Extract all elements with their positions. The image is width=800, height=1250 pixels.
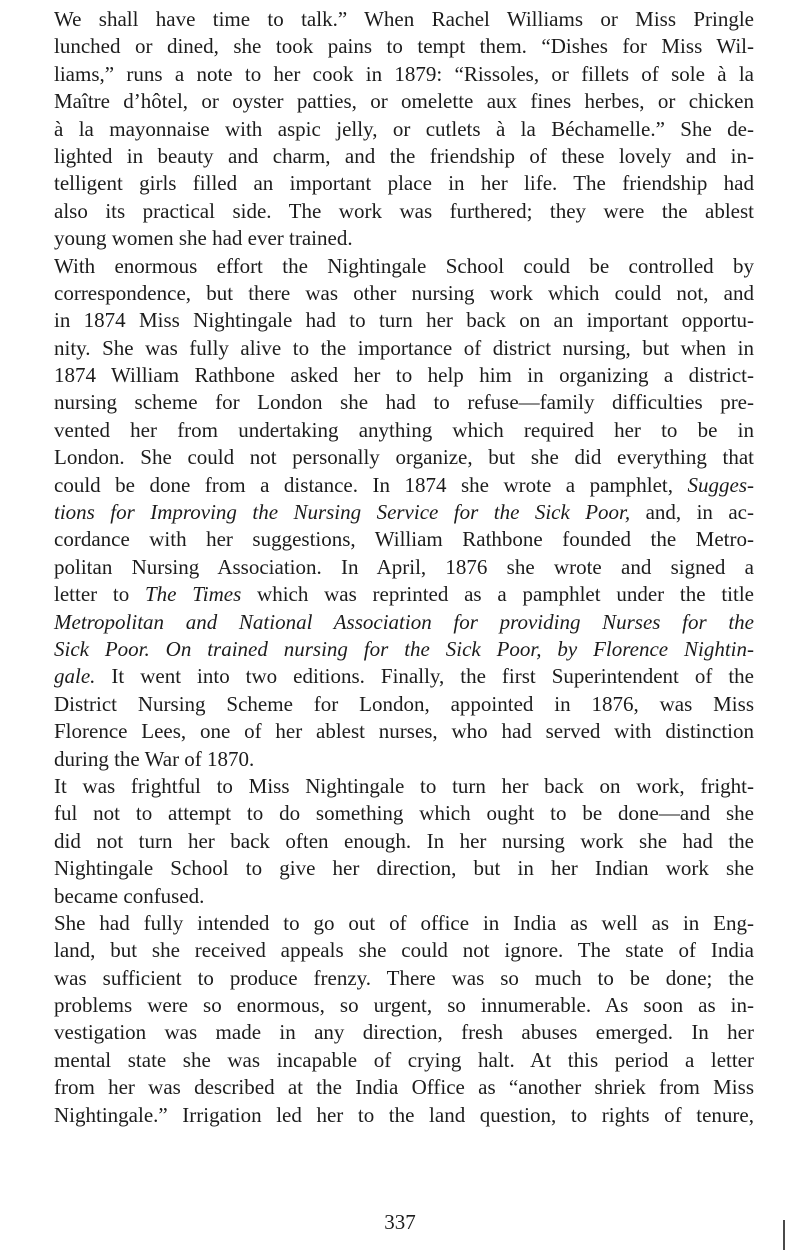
text-line: Nightingale.” Irrigation led her to the land question, to rights of tenure, xyxy=(54,1102,754,1127)
text-run: which was reprinted as a pamphlet under the title xyxy=(257,582,754,607)
text-line: District Nursing Scheme for London, appointed in 1876, was Miss xyxy=(54,691,754,716)
italic-title: gale. xyxy=(54,664,96,689)
text-run: could be done from a distance. In 1874 she wrote a pamphlet, xyxy=(54,472,673,497)
text-line: young women she had ever trained. xyxy=(54,226,353,251)
text-line: lighted in beauty and charm, and the friendship of these lovely and in- xyxy=(54,143,754,168)
text-line: became confused. xyxy=(54,883,205,908)
text-line: With enormous effort the Nightingale School could be controlled by xyxy=(54,253,754,278)
text-line: also its practical side. The work was furthered; they were the ablest xyxy=(54,198,754,223)
italic-title: Metropolitan and National Association for providing Nurses for the xyxy=(54,609,754,634)
page-number: 337 xyxy=(384,1210,416,1234)
text-line: London. She could not personally organize, but she did everything that xyxy=(54,445,754,470)
text-line: Maître d’hôtel, or oyster patties, or omelette aux fines herbes, or chicken xyxy=(54,89,754,114)
text-line: during the War of 1870. xyxy=(54,746,255,771)
text-line: She had fully intended to go out of office in India as well as in Eng- xyxy=(54,910,754,935)
text-line: telligent girls filled an important place in her life. The friendship had xyxy=(54,171,754,196)
text-run: It went into two editions. Finally, the first Superintendent of the xyxy=(111,664,755,689)
text-line: politan Nursing Association. In April, 1876 she wrote and signed a xyxy=(54,554,754,579)
text-line xyxy=(54,663,754,690)
text-line: It was frightful to Miss Nightingale to turn her back on work, fright- xyxy=(54,773,754,798)
italic-title: Sick Poor. On trained nursing for the Sick Poor, by Florence Nightin- xyxy=(54,636,754,661)
text-line xyxy=(54,609,754,636)
text-line: land, but she received appeals she could not ignore. The state of India xyxy=(54,938,754,963)
text-line: Florence Lees, one of her ablest nurses, who had served with distinction xyxy=(54,719,754,744)
text-line: 1874 William Rathbone asked her to help him in organizing a district- xyxy=(54,363,754,388)
text-line: We shall have time to talk.” When Rachel Williams or Miss Pringle xyxy=(54,7,754,31)
text-line: lunched or dined, she took pains to tempt them. “Dishes for Miss Wil- xyxy=(54,34,754,59)
text-line: nursing scheme for London she had to refuse—family difficulties pre- xyxy=(54,390,754,415)
body-text xyxy=(54,6,754,1129)
text-line: cordance with her suggestions, William Rathbone founded the Metro- xyxy=(54,527,754,552)
italic-title: Sugges- xyxy=(687,472,754,497)
text-run: and, in ac- xyxy=(645,500,755,525)
text-line: liams,” runs a note to her cook in 1879: “Rissoles, or fillets of sole à la xyxy=(54,61,754,86)
text-line: correspondence, but there was other nursing work which could not, and xyxy=(54,280,754,305)
text-line: was sufficient to produce frenzy. There was so much to be done; the xyxy=(54,965,754,990)
text-line: Nightingale School to give her direction, but in her Indian work she xyxy=(54,856,754,881)
italic-title: tions for Improving the Nursing Service for the Sick Poor, xyxy=(54,500,631,525)
italic-title: The Times xyxy=(145,582,242,607)
text-line: à la mayonnaise with aspic jelly, or cutlets à la Béchamelle.” She de- xyxy=(54,116,754,141)
text-line: vented her from undertaking anything which required her to be in xyxy=(54,417,754,442)
text-line: problems were so enormous, so urgent, so innumerable. As soon as in- xyxy=(54,993,754,1018)
text-line: ful not to attempt to do something which ought to be done—and she xyxy=(54,801,754,826)
text-line: vestigation was made in any direction, fresh abuses emerged. In her xyxy=(54,1020,754,1045)
text-run: letter to xyxy=(54,582,130,607)
text-line xyxy=(54,636,754,663)
page-edge-mark xyxy=(783,1220,785,1250)
text-line xyxy=(54,472,754,499)
text-line: in 1874 Miss Nightingale had to turn her back on an important opportu- xyxy=(54,308,754,333)
text-line: nity. She was fully alive to the importance of district nursing, but when in xyxy=(54,335,754,360)
text-line: did not turn her back often enough. In her nursing work she had the xyxy=(54,828,754,853)
text-line: mental state she was incapable of crying halt. At this period a letter xyxy=(54,1047,754,1072)
text-line xyxy=(54,581,754,608)
text-line: from her was described at the India Office as “another shriek from Miss xyxy=(54,1075,754,1100)
text-line xyxy=(54,499,754,526)
